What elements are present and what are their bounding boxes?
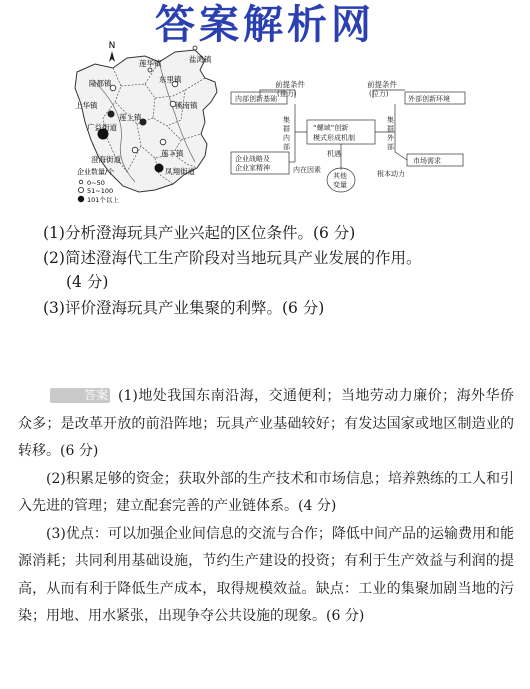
cond-left-label: 前提条件 bbox=[275, 80, 305, 89]
dot-small bbox=[193, 46, 197, 50]
internal-factor-label: 内在因素 bbox=[293, 166, 321, 174]
legend-item-3: 101个以上 bbox=[87, 196, 119, 204]
answer-block bbox=[18, 383, 514, 631]
legend-dot-large bbox=[78, 196, 84, 202]
map-label-lianxia: 莲下镇 bbox=[161, 149, 184, 158]
figure-svg bbox=[55, 22, 525, 212]
other-label-2: 变量 bbox=[333, 181, 347, 189]
market-label: 市场需求 bbox=[413, 157, 441, 165]
map-label-chenghai: 澄海街道 bbox=[91, 155, 121, 164]
question-2: (2)简述澄海代工生产阶段对当地玩具产业发展的作用。 bbox=[43, 249, 422, 267]
map-label-longdu: 隆都镇 bbox=[89, 79, 112, 88]
north-label: N bbox=[108, 41, 116, 51]
answer-paragraph-1 bbox=[18, 383, 514, 466]
cond-left-sub: (推力) bbox=[277, 90, 297, 98]
cond-right-sub: (拉力) bbox=[369, 90, 389, 98]
legend-title: 企业数量/个 bbox=[77, 168, 115, 176]
figure bbox=[55, 22, 525, 212]
mechanism-label-2: 模式形成机制 bbox=[313, 134, 355, 142]
dot-medium bbox=[132, 147, 138, 153]
map-label-shanghua: 上华镇 bbox=[75, 101, 98, 110]
mechanism-diagram bbox=[231, 79, 465, 192]
map-label-yanhong: 盐鸿镇 bbox=[189, 55, 212, 64]
internal-base-label: 内部创新基础 bbox=[235, 95, 277, 103]
strategy-label-2: 企业家精神 bbox=[235, 164, 270, 172]
map-label-dongli: 东里镇 bbox=[159, 75, 182, 84]
other-label-1: 其他 bbox=[333, 172, 347, 180]
watermark-logo: 答案解析网 bbox=[155, 2, 375, 48]
map-label-guangyi: 广益街道 bbox=[87, 123, 117, 132]
map-label-fengxiang: 凤翔街道 bbox=[165, 167, 195, 176]
answer-paragraph-2: (2)积累足够的资金；获取外部的生产技术和市场信息；培养熟练的工人和引入先进的管理；建立配套完善的产业链体系。(4 分) bbox=[18, 470, 514, 514]
map-label-lianhua: 莲华镇 bbox=[139, 59, 162, 68]
legend-item-2: 51~100 bbox=[87, 187, 114, 195]
dot-large bbox=[155, 164, 164, 173]
county-map bbox=[75, 41, 217, 204]
answer-paragraph-3: (3)优点：可以加强企业间信息的交流与合作；降低中间产品的运输费用和能源消耗；共同利用基础设施，节约生产建设的投资；有利于生产效益与利润的提高，从而有利于降低生产成本，取得规模效益。缺点：工业的集聚加剧当地的污染；用地、用水紧张，出现争夺公共设施的现象。(6 分) bbox=[18, 525, 514, 624]
opportunity-label: 机遇 bbox=[327, 150, 341, 158]
legend-dot-medium bbox=[78, 187, 83, 192]
external-env-label: 外部创新环境 bbox=[408, 95, 450, 103]
dot-large bbox=[108, 111, 115, 118]
map-label-xixi: 溪南镇 bbox=[175, 101, 198, 110]
question-3: (3)评价澄海玩具产业集聚的利弊。(6 分) bbox=[43, 299, 325, 317]
legend-item-1: 0~50 bbox=[87, 179, 105, 187]
mechanism-label-1: “螺域”创新 bbox=[313, 124, 349, 132]
question-1: (1)分析澄海玩具产业兴起的区位条件。(6 分) bbox=[43, 224, 356, 242]
map-label-lianshang: 莲上镇 bbox=[119, 113, 142, 122]
cluster-internal-label: 集群内部 bbox=[283, 116, 290, 151]
answer-tag: 答案 bbox=[50, 388, 110, 403]
north-arrow-icon bbox=[109, 51, 115, 62]
legend-dot-small bbox=[79, 180, 83, 184]
strategy-label-1: 企业战略及 bbox=[235, 155, 270, 163]
answer-text-1: (1)地处我国东南沿海，交通便利；当地劳动力廉价；海外华侨众多；是改革开放的前沿阵地；玩具产业基础较好；有发达国家或地区制造业的转移。(6 分) bbox=[18, 388, 514, 459]
cond-right-label: 前提条件 bbox=[367, 80, 397, 89]
connector bbox=[395, 152, 407, 160]
root-power-label: 根本动力 bbox=[377, 170, 405, 178]
question-2-points: (4 分) bbox=[66, 273, 109, 291]
cluster-external-label: 集群外部 bbox=[387, 116, 394, 151]
dot-medium bbox=[160, 139, 166, 145]
